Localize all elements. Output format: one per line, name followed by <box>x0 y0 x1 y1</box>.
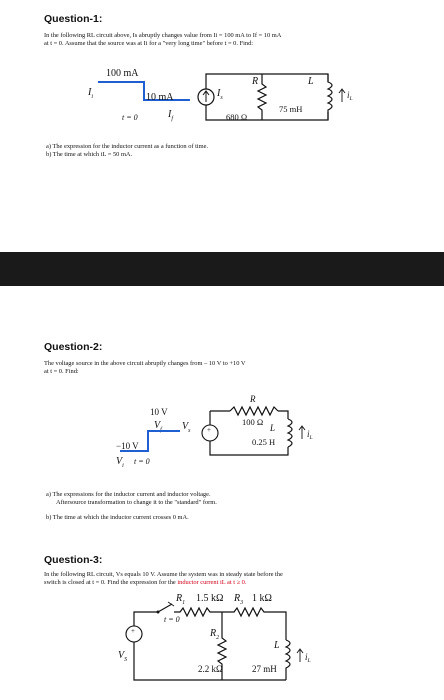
q1-text-line1: In the following RL circuit above, Is abruptly changes value from Ii = 100 mA to If = 10 mA <box>44 32 282 39</box>
q3-l-value: 27 mH <box>252 664 277 674</box>
q3-r1-resistor <box>174 608 222 616</box>
section-divider-band <box>0 252 444 286</box>
q2-il-label: $i_L$ <box>307 429 313 441</box>
q3-r3-resistor <box>222 608 286 640</box>
q3-t0-label: t = 0 <box>164 615 180 624</box>
q2-t0-label: t = 0 <box>134 457 150 466</box>
q3-r3-value: 1 kΩ <box>252 593 272 604</box>
q1-circuit-diagram <box>80 62 380 132</box>
q1-il-arrow-icon <box>339 89 345 102</box>
q2-r-name: R <box>250 394 256 404</box>
q2-title: Question-2: <box>44 341 103 353</box>
q2-vf-label: $V_f$ <box>154 420 162 433</box>
q3-r3-name: $R_3$ <box>234 593 244 606</box>
q2-item-b: b) The time at which the inductor current crosses 0 mA. <box>46 514 189 521</box>
q3-r2-name: $R_2$ <box>210 628 220 641</box>
q2-r-value: 100 Ω <box>242 417 264 427</box>
q1-step-high-label: 100 mA <box>106 68 139 79</box>
q3-text-line2 <box>44 579 424 587</box>
q2-item-a2: Aftersource transformation to change it to the "standard" form. <box>56 499 217 506</box>
q1-if-label: $I_f$ <box>168 109 174 122</box>
q1-r-name: R <box>252 76 259 87</box>
q3-circuit-diagram <box>110 588 330 700</box>
q3-l-name: L <box>274 640 280 651</box>
q3-text-line1: In the following RL circuit, Vs equals 10 V. Assume the system was in steady state before the <box>44 571 283 578</box>
q3-il-arrow-icon <box>297 649 303 662</box>
q3-r2-value: 2.2 kΩ <box>198 664 223 674</box>
q1-item-b: b) The time at which iL = 50 mA. <box>46 151 133 158</box>
q2-circuit-diagram <box>110 393 340 473</box>
q2-step-high-label: 10 V <box>150 407 168 417</box>
q2-l-value: 0.25 H <box>252 437 276 447</box>
q2-text-line1: The voltage source in the above circuit abruptly changes from – 10 V to +10 V <box>44 360 246 367</box>
q1-source-label: $I_s$ <box>217 88 223 101</box>
q2-item-a: a) The expressions for the inductor current and inductor voltage. <box>46 491 211 498</box>
q3-inductor <box>286 640 290 680</box>
q1-title: Question-1: <box>44 13 103 25</box>
q2-source-plus-icon: + <box>207 426 211 434</box>
q2-text-line2: at t = 0. Find: <box>44 368 79 375</box>
q1-item-a: a) The expression for the inductor current as a function of time. <box>46 143 209 150</box>
q1-l-value: 75 mH <box>279 104 303 114</box>
q2-step-low-label: −10 V <box>116 441 139 451</box>
q1-r-value: 680 Ω <box>226 112 248 122</box>
q3-r1-value: 1.5 kΩ <box>196 593 224 604</box>
q1-t0-label: t = 0 <box>122 113 138 122</box>
q1-step-low-label: 10 mA <box>146 92 174 103</box>
q2-resistor <box>230 407 278 415</box>
q3-bottom-wire <box>134 642 286 680</box>
q2-vi-label: $V_i$ <box>116 456 124 469</box>
q3-text-line2-highlight: inductor current iL at t ≥ 0. <box>177 579 247 586</box>
q3-vs-label: $V_S$ <box>118 650 128 663</box>
q1-l-name: L <box>308 76 314 87</box>
q2-l-name: L <box>270 423 276 433</box>
q3-switch[interactable] <box>158 604 172 612</box>
q3-left-wire <box>134 612 158 626</box>
q2-vs-label: $V_s$ <box>182 421 191 434</box>
q1-ii-label: $I_i$ <box>88 87 94 100</box>
q1-text-line2: at t = 0. Assume that the source was at Ii for a "very long time" before t = 0. Find: <box>44 40 254 47</box>
q3-source-plus-icon: + <box>131 627 135 635</box>
q3-il-label: $i_L$ <box>305 652 311 664</box>
q3-title: Question-3: <box>44 554 103 566</box>
q2-il-arrow-icon <box>299 426 305 439</box>
q3-r1-name: $R_1$ <box>176 593 186 606</box>
q1-il-label: $i_L$ <box>347 90 353 102</box>
q1-step-waveform <box>98 82 190 100</box>
q3-text-line2-plain: switch is closed at t = 0. Find the expression for the <box>44 579 178 586</box>
